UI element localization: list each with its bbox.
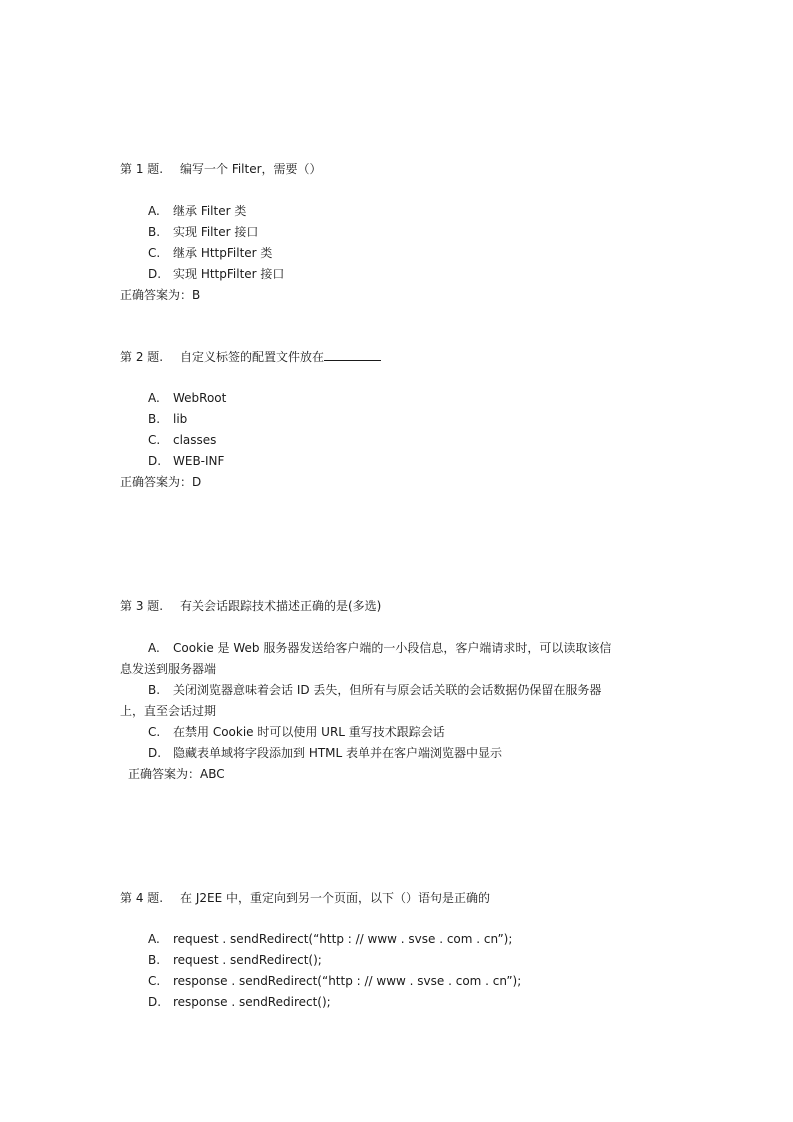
question-3-option-a-continued: 息发送到服务器端 [120, 662, 217, 676]
question-2-option-a [148, 390, 226, 406]
option-letter: C. [148, 974, 161, 988]
question-1-option-a [148, 203, 246, 219]
option-text: 继承 HttpFilter 类 [173, 246, 273, 260]
question-text: 有关会话跟踪技术描述正确的是(多选) [180, 599, 382, 613]
question-text: 编写一个 Filter，需要（） [180, 162, 322, 176]
question-number: 第 1 题. [120, 162, 164, 176]
option-letter: D. [148, 267, 162, 281]
question-1-answer: 正确答案为：B [120, 288, 201, 302]
question-2-answer: 正确答案为：D [120, 475, 202, 489]
option-text: lib [173, 412, 188, 426]
question-text: 在 J2EE 中，重定向到另一个页面，以下（）语句是正确的 [180, 891, 490, 905]
question-3-option-d [148, 745, 502, 761]
option-text: WEB-INF [173, 454, 225, 468]
question-number: 第 2 题. [120, 350, 164, 364]
option-text: response . sendRedirect(“http : // www . svse . com . cn”); [173, 974, 522, 988]
question-3-option-c [148, 724, 445, 740]
option-text: request . sendRedirect(); [173, 953, 322, 967]
question-2-option-d [148, 453, 224, 469]
option-text: WebRoot [173, 391, 227, 405]
option-letter: B. [148, 412, 161, 426]
option-text: 隐藏表单域将字段添加到 HTML 表单并在客户端浏览器中显示 [173, 746, 503, 760]
option-letter: A. [148, 641, 160, 655]
question-2-option-b [148, 411, 187, 427]
option-letter: A. [148, 932, 160, 946]
question-1-option-c [148, 245, 272, 261]
option-letter: B. [148, 953, 161, 967]
question-2-option-c [148, 432, 216, 448]
option-text: request . sendRedirect(“http : // www . svse . com . cn”); [173, 932, 513, 946]
option-text: 实现 HttpFilter 接口 [173, 267, 285, 281]
option-text: 关闭浏览器意味着会话 ID 丢失，但所有与原会话关联的会话数据仍保留在服务器 [173, 683, 602, 697]
question-3-option-a [148, 640, 611, 656]
question-2-stem [120, 348, 381, 365]
option-text: 实现 Filter 接口 [173, 225, 259, 239]
option-letter: B. [148, 225, 161, 239]
question-1-stem [120, 161, 322, 177]
question-number: 第 4 题. [120, 891, 164, 905]
question-4-option-d [148, 994, 331, 1010]
option-text: 在禁用 Cookie 时可以使用 URL 重写技术跟踪会话 [173, 725, 445, 739]
question-number: 第 3 题. [120, 599, 164, 613]
option-letter: D. [148, 995, 162, 1009]
option-letter: B. [148, 683, 161, 697]
option-text: 继承 Filter 类 [173, 204, 247, 218]
question-text: 自定义标签的配置文件放在 [180, 350, 325, 364]
question-3-answer: 正确答案为：ABC [128, 767, 225, 781]
question-4-option-c [148, 973, 521, 989]
question-3-option-b-continued: 上，直至会话过期 [120, 704, 217, 718]
option-letter: C. [148, 725, 161, 739]
question-4-option-a [148, 931, 512, 947]
question-4-option-b [148, 952, 322, 968]
option-letter: A. [148, 204, 160, 218]
option-letter: D. [148, 746, 162, 760]
option-text: classes [173, 433, 217, 447]
option-letter: C. [148, 246, 161, 260]
question-4-stem [120, 890, 490, 906]
question-3-option-b [148, 682, 601, 698]
question-3-stem [120, 598, 381, 614]
option-letter: C. [148, 433, 161, 447]
option-text: response . sendRedirect(); [173, 995, 331, 1009]
option-letter: D. [148, 454, 162, 468]
question-1-option-b [148, 224, 258, 240]
question-1-option-d [148, 266, 284, 282]
answer-blank [324, 348, 381, 361]
option-letter: A. [148, 391, 160, 405]
option-text: Cookie 是 Web 服务器发送给客户端的一小段信息，客户端请求时，可以读取该信 [173, 641, 612, 655]
